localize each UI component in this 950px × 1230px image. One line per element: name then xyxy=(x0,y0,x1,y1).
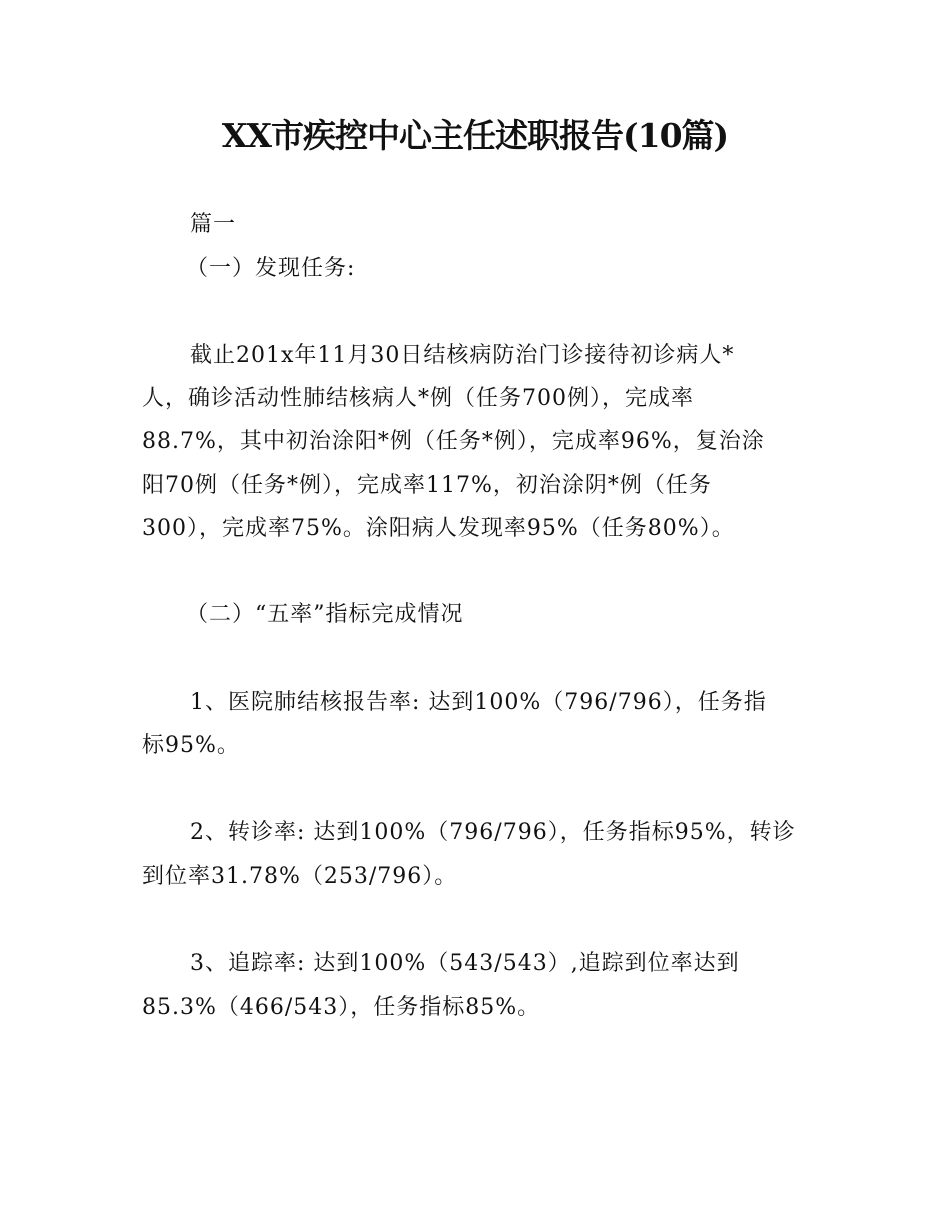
item-1-line-2: 标95%。 xyxy=(142,733,240,758)
item-2-line-1: 2、转诊率: 达到100%（796/796），任务指标95%，转诊 xyxy=(190,820,796,845)
paragraph-1-line-3: 88.7%，其中初治涂阳*例（任务*例），完成率96%，复治涂 xyxy=(142,429,765,454)
document-title: XX市疾控中心主任述职报告(10篇) xyxy=(221,116,729,155)
item-1-line-1: 1、医院肺结核报告率: 达到100%（796/796），任务指 xyxy=(190,690,767,715)
item-3-line-1: 3、追踪率: 达到100%（543/543）,追踪到位率达到 xyxy=(190,951,740,976)
paragraph-1-line-2: 人，确诊活动性肺结核病人*例（任务700例），完成率 xyxy=(142,386,694,411)
paragraph-1-line-5: 300），完成率75%。涂阳病人发现率95%（任务80%）。 xyxy=(142,516,735,541)
paragraph-1-line-1: 截止201x年11月30日结核病防治门诊接待初诊病人* xyxy=(190,343,735,368)
subheading-discovery-tasks: （一）发现任务: xyxy=(186,256,356,281)
section-label: 篇一 xyxy=(190,212,237,237)
item-2-line-2: 到位率31.78%（253/796）。 xyxy=(142,864,458,889)
subheading-five-rates: （二）“五率”指标完成情况 xyxy=(186,602,464,627)
paragraph-1-line-4: 阳70例（任务*例），完成率117%，初治涂阴*例（任务 xyxy=(142,473,712,498)
item-3-line-2: 85.3%（466/543），任务指标85%。 xyxy=(142,995,541,1020)
